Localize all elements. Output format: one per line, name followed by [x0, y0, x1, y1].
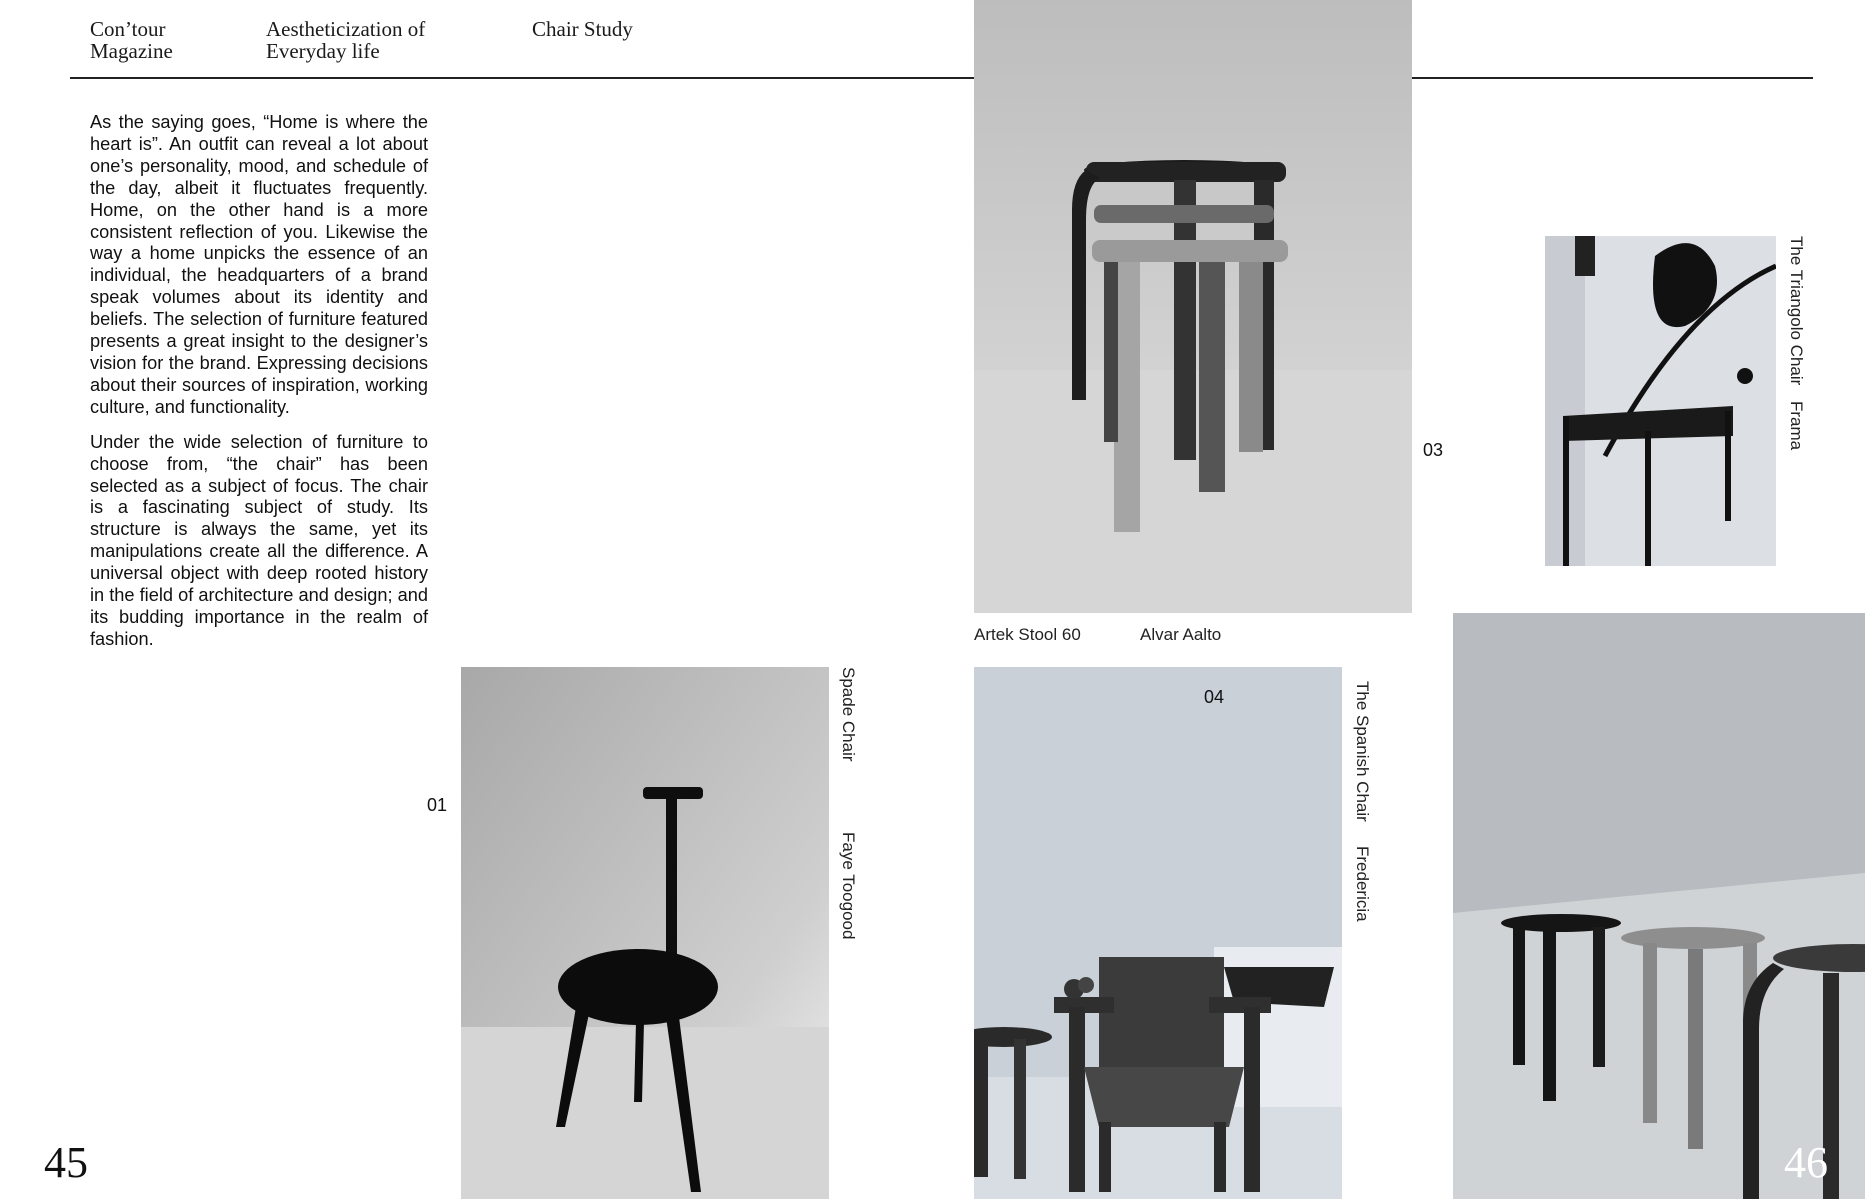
body-paragraph-2: Under the wide selection of furniture to choose from, “the chair” has been selected as a subject of focus. The chair is a fascinating subject of study. Its structure is always the same, yet its manipulations create all the difference. A universal object with deep rooted history in the field of architecture and design; and its budding importance in the realm of fashion.	[90, 431, 428, 649]
caption-item02-name: Artek Stool 60	[974, 625, 1081, 644]
spanish-chair-illustration	[974, 667, 1342, 1199]
photo-spade-chair	[461, 667, 829, 1199]
page-title: Chair Study	[532, 17, 633, 41]
stool-stack-illustration	[974, 0, 1412, 613]
section-name-line2: Everyday life	[266, 39, 380, 63]
photo-triangolo-chair	[1545, 236, 1776, 566]
caption-item01-designer: Faye Toogood	[839, 832, 858, 940]
triangolo-chair-illustration	[1545, 236, 1776, 566]
item-number-01: 01	[427, 795, 448, 815]
caption-item02-designer: Alvar Aalto	[1140, 625, 1222, 644]
caption-item03-name: The Triangolo Chair	[1787, 236, 1806, 386]
caption-item04-name: The Spanish Chair	[1353, 681, 1372, 822]
page-number-right: 46	[1784, 1138, 1828, 1187]
photo-artek-stool-60	[974, 0, 1412, 613]
header-rule	[70, 77, 1813, 79]
item-number-04: 04	[1204, 687, 1225, 707]
body-text	[90, 112, 428, 664]
caption-item01-name: Spade Chair	[839, 667, 858, 762]
page-number-left: 45	[44, 1138, 88, 1187]
magazine-name	[90, 18, 173, 62]
section-name-line1: Aestheticization of	[266, 17, 426, 41]
caption-item03-designer: Frama	[1787, 401, 1806, 451]
stool-group-illustration	[1453, 613, 1865, 1199]
item-number-03: 03	[1423, 440, 1444, 460]
section-name	[266, 18, 425, 62]
photo-spanish-chair	[974, 667, 1342, 1199]
body-paragraph-1: As the saying goes, “Home is where the heart is”. An outfit can reveal a lot about one’s personality, mood, and schedule of the day, albeit it fluctuates frequently. Home, on the other hand is a more consistent reflection of you. Likewise the way a home unpicks the essence of an individual, the headquarters of a brand speak volumes about its identity and beliefs. The selection of furniture featured presents a great insight to the designer’s vision for the brand. Expressing decisions about their sources of inspiration, working culture, and functionality.	[90, 112, 428, 417]
magazine-name-line1: Con’tour	[90, 17, 166, 41]
caption-item04-designer: Fredericia	[1353, 846, 1372, 922]
photo-stool-60-group	[1453, 613, 1865, 1199]
spade-chair-illustration	[461, 667, 829, 1199]
magazine-name-line2: Magazine	[90, 39, 173, 63]
